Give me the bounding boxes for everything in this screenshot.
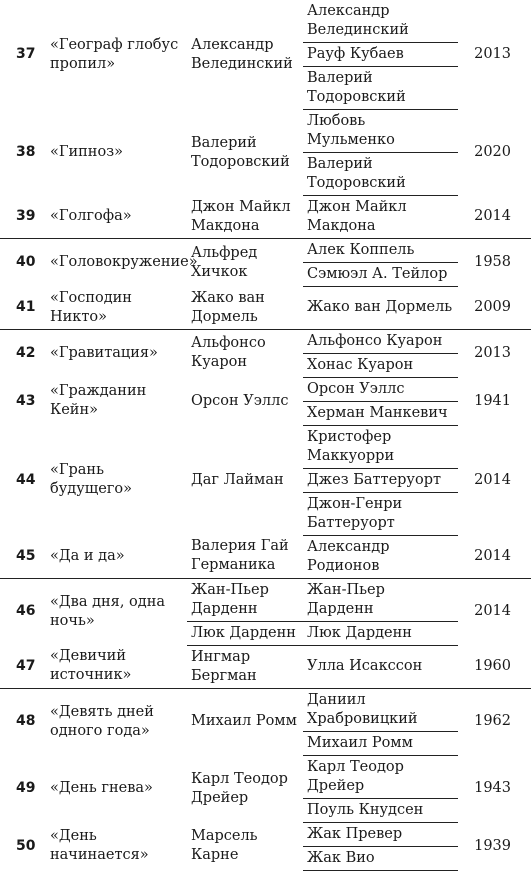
film-writer: Жако ван Дормель	[303, 287, 458, 330]
film-director: Александр Велединский	[191, 36, 293, 72]
film-writer: Херман Манкевич	[303, 401, 458, 425]
table-row	[0, 535, 531, 578]
film-writer: Улла Исакссон	[303, 645, 458, 688]
film-year: 2014	[474, 603, 511, 620]
film-writer: Поуль Кнудсен	[303, 798, 458, 822]
film-writer: Алек Коппель	[303, 239, 458, 263]
film-title: «День начинается»	[50, 828, 149, 863]
film-number: 50	[16, 837, 36, 854]
film-year: 1960	[458, 645, 531, 688]
film-title: «Гипноз»	[50, 144, 123, 160]
film-writer: Хонас Куарон	[303, 353, 458, 377]
film-number: 37	[16, 46, 36, 63]
film-writer: Александр Велединский	[303, 0, 458, 43]
film-title: «Головокружение»	[50, 254, 198, 271]
table-row	[0, 377, 531, 401]
film-number: 45	[0, 535, 46, 578]
film-director: Валерия Гай Германика	[187, 535, 303, 578]
table-row	[0, 196, 531, 239]
film-writer: Любовь Мульменко	[303, 110, 458, 153]
film-writer: Кристофер Маккуорри	[303, 425, 458, 468]
film-director: Жан-Пьер Дарденн	[187, 578, 303, 621]
table-row	[0, 822, 531, 846]
film-number: 49	[16, 780, 36, 796]
film-number: 42	[16, 344, 36, 361]
film-number: 41	[0, 287, 46, 330]
film-title: «Девять дней одного года»	[50, 703, 154, 739]
table-row	[0, 239, 531, 263]
film-number: 39	[0, 196, 46, 239]
film-title: «Голгофа»	[46, 196, 187, 239]
film-year: 2014	[474, 471, 511, 488]
film-director: Альфред Хичкок	[191, 244, 258, 280]
film-year: 2014	[458, 196, 531, 239]
film-year: 2013	[474, 46, 511, 63]
film-number: 38	[16, 144, 36, 160]
film-writer: Люк Дарденн	[303, 621, 458, 645]
film-writer: Жак Превер	[303, 822, 458, 846]
film-writer: Даниил Храбровицкий	[303, 688, 458, 731]
film-title: «Гравитация»	[50, 344, 158, 361]
film-title: «День гнева»	[50, 780, 153, 796]
film-title: «Географ глобус пропил»	[50, 36, 179, 72]
film-number: 46	[16, 603, 36, 620]
film-director: Джон Майкл Макдона	[187, 196, 303, 239]
table-row	[0, 329, 531, 353]
film-writer: Карл Теодор Дрейер	[303, 755, 458, 798]
film-director: Ингмар Бергман	[187, 645, 303, 688]
film-year: 2009	[458, 287, 531, 330]
film-writer: Джон-Генри Баттеруорт	[303, 492, 458, 535]
film-year: 1939	[474, 837, 511, 854]
film-director: Михаил Ромм	[191, 713, 297, 730]
film-writer: Орсон Уэллс	[303, 377, 458, 401]
table-row	[0, 0, 531, 43]
table-row	[0, 755, 531, 798]
film-year: 1943	[474, 780, 511, 796]
film-year: 2014	[458, 535, 531, 578]
film-number: 48	[16, 713, 36, 730]
film-title: «Да и да»	[46, 535, 187, 578]
film-year: 2013	[474, 344, 511, 361]
film-writer: Михаил Ромм	[303, 731, 458, 755]
film-director: Марсель Карне	[191, 828, 258, 863]
table-row	[0, 110, 531, 153]
film-year: 1958	[474, 254, 511, 271]
film-writer: Александр Родионов	[303, 535, 458, 578]
film-writer: Валерий Тодоровский	[303, 67, 458, 110]
table-row	[0, 688, 531, 731]
film-writer: Жан-Пьер Дарденн	[303, 578, 458, 621]
film-director: Даг Лайман	[191, 471, 284, 488]
film-director: Валерий Тодоровский	[191, 134, 290, 170]
film-year: 1941	[474, 392, 511, 409]
film-title: «Грань будущего»	[50, 462, 132, 497]
film-number: 47	[0, 645, 46, 688]
table-row	[0, 287, 531, 330]
film-title: «Два дня, одна ночь»	[50, 593, 166, 629]
film-director: Альфонсо Куарон	[191, 335, 266, 371]
film-number: 44	[16, 471, 36, 488]
table-row	[0, 425, 531, 468]
film-director: Люк Дарденн	[187, 621, 303, 645]
film-title: «Девичий источник»	[46, 645, 187, 688]
film-year: 1962	[474, 713, 511, 730]
film-writer: Валерий Тодоровский	[303, 153, 458, 196]
film-director: Карл Теодор Дрейер	[191, 770, 288, 806]
film-writer: Джон Майкл Макдона	[303, 196, 458, 239]
film-director: Жако ван Дормель	[187, 287, 303, 330]
table-row	[0, 645, 531, 688]
film-writer: Альфонсо Куарон	[303, 329, 458, 353]
film-writer: Джез Баттеруорт	[303, 468, 458, 492]
film-title: «Гражданин Кейн»	[50, 383, 147, 418]
film-writer: Рауф Кубаев	[303, 43, 458, 67]
film-director: Орсон Уэллс	[191, 392, 289, 409]
film-title: «Господин Никто»	[46, 287, 187, 330]
film-number: 40	[16, 254, 36, 271]
film-writer: Сэмюэл А. Тейлор	[303, 263, 458, 287]
film-number: 43	[16, 392, 36, 409]
film-year: 2020	[474, 144, 511, 160]
table-row	[0, 578, 531, 621]
film-writer: Жак Вио	[303, 846, 458, 870]
